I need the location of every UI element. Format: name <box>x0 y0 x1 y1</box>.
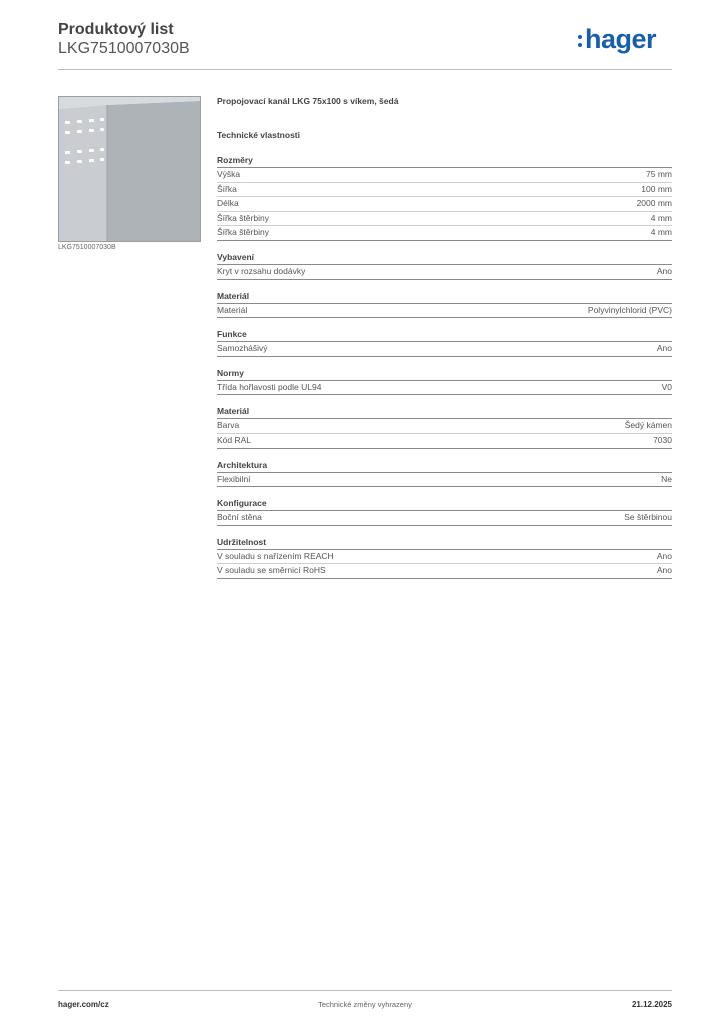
property-section <box>217 537 672 579</box>
product-name: Propojovací kanál LKG 75x100 s víkem, šedá <box>217 96 399 106</box>
property-label: Materiál <box>217 304 248 315</box>
property-value: Se štěrbinou <box>624 512 672 523</box>
section-title: Vybavení <box>217 252 672 265</box>
property-value: Ano <box>656 550 672 561</box>
section-title: Konfigurace <box>217 498 672 511</box>
property-value: Šedý kámen <box>624 420 672 431</box>
logo-dots-icon <box>578 35 582 47</box>
footer-notice: Technické změny vyhrazeny <box>318 1000 412 1009</box>
property-section <box>217 498 672 526</box>
property-label: Šířka <box>217 183 237 194</box>
product-details <box>217 96 672 579</box>
property-label: Kryt v rozsahu dodávky <box>217 265 306 276</box>
property-section <box>217 406 672 448</box>
property-section <box>217 252 672 280</box>
product-image <box>58 96 201 242</box>
property-row <box>217 434 672 449</box>
logo-text: hager <box>584 23 656 54</box>
property-row <box>217 226 672 241</box>
document-title: Produktový list <box>58 21 174 38</box>
property-label: Třída hořlavosti podle UL94 <box>217 381 322 392</box>
property-value: 7030 <box>653 434 672 445</box>
property-value: Ano <box>656 565 672 576</box>
product-code: LKG7510007030B <box>58 40 190 57</box>
property-row <box>217 304 672 319</box>
property-label: Délka <box>217 198 239 209</box>
section-title: Funkce <box>217 329 672 342</box>
property-section <box>217 291 672 319</box>
page-footer <box>58 990 672 1015</box>
property-value: Ano <box>656 343 672 354</box>
property-label: Kód RAL <box>217 434 252 445</box>
property-row <box>217 183 672 198</box>
property-label: Barva <box>217 420 240 431</box>
property-section <box>217 460 672 488</box>
property-label: V souladu s nařízením REACH <box>217 550 334 561</box>
property-label: Boční stěna <box>217 512 262 523</box>
hager-logo <box>578 23 656 55</box>
property-row <box>217 265 672 280</box>
property-section <box>217 368 672 396</box>
property-row <box>217 168 672 183</box>
image-caption: LKG7510007030B <box>58 244 116 251</box>
property-row <box>217 197 672 212</box>
section-title: Materiál <box>217 406 672 419</box>
property-section <box>217 329 672 357</box>
property-value: 4 mm <box>650 227 672 238</box>
property-value: 100 mm <box>641 183 672 194</box>
property-section <box>217 155 672 241</box>
property-label: V souladu se směrnicí RoHS <box>217 565 326 576</box>
section-title: Materiál <box>217 291 672 304</box>
property-label: Šířka štěrbiny <box>217 212 269 223</box>
property-value: 4 mm <box>650 212 672 223</box>
property-label: Samozhášivý <box>217 343 268 354</box>
property-value: Polyvinylchlorid (PVC) <box>587 304 672 315</box>
property-value: 2000 mm <box>636 198 672 209</box>
page-header <box>58 20 672 70</box>
property-row <box>217 419 672 434</box>
property-value: V0 <box>661 381 672 392</box>
property-row <box>217 473 672 488</box>
section-title: Architektura <box>217 460 672 473</box>
cable-trunking-icon <box>59 97 200 241</box>
property-value: Ano <box>656 265 672 276</box>
section-title: Rozměry <box>217 155 672 168</box>
footer-website: hager.com/cz <box>58 1000 109 1009</box>
property-label: Flexibilní <box>217 473 251 484</box>
property-value: 75 mm <box>646 169 672 179</box>
property-row <box>217 381 672 396</box>
section-title: Normy <box>217 368 672 381</box>
property-label: Šířka štěrbiny <box>217 227 269 238</box>
properties-list <box>217 155 672 579</box>
footer-date: 21.12.2025 <box>631 1000 672 1009</box>
property-row <box>217 342 672 357</box>
property-label: Výška <box>217 169 241 179</box>
section-title: Udržitelnost <box>217 537 672 550</box>
property-row <box>217 212 672 227</box>
technical-properties-heading: Technické vlastnosti <box>217 130 300 140</box>
property-row <box>217 511 672 526</box>
property-row <box>217 564 672 579</box>
property-value: Ne <box>661 473 672 484</box>
property-row <box>217 550 672 565</box>
